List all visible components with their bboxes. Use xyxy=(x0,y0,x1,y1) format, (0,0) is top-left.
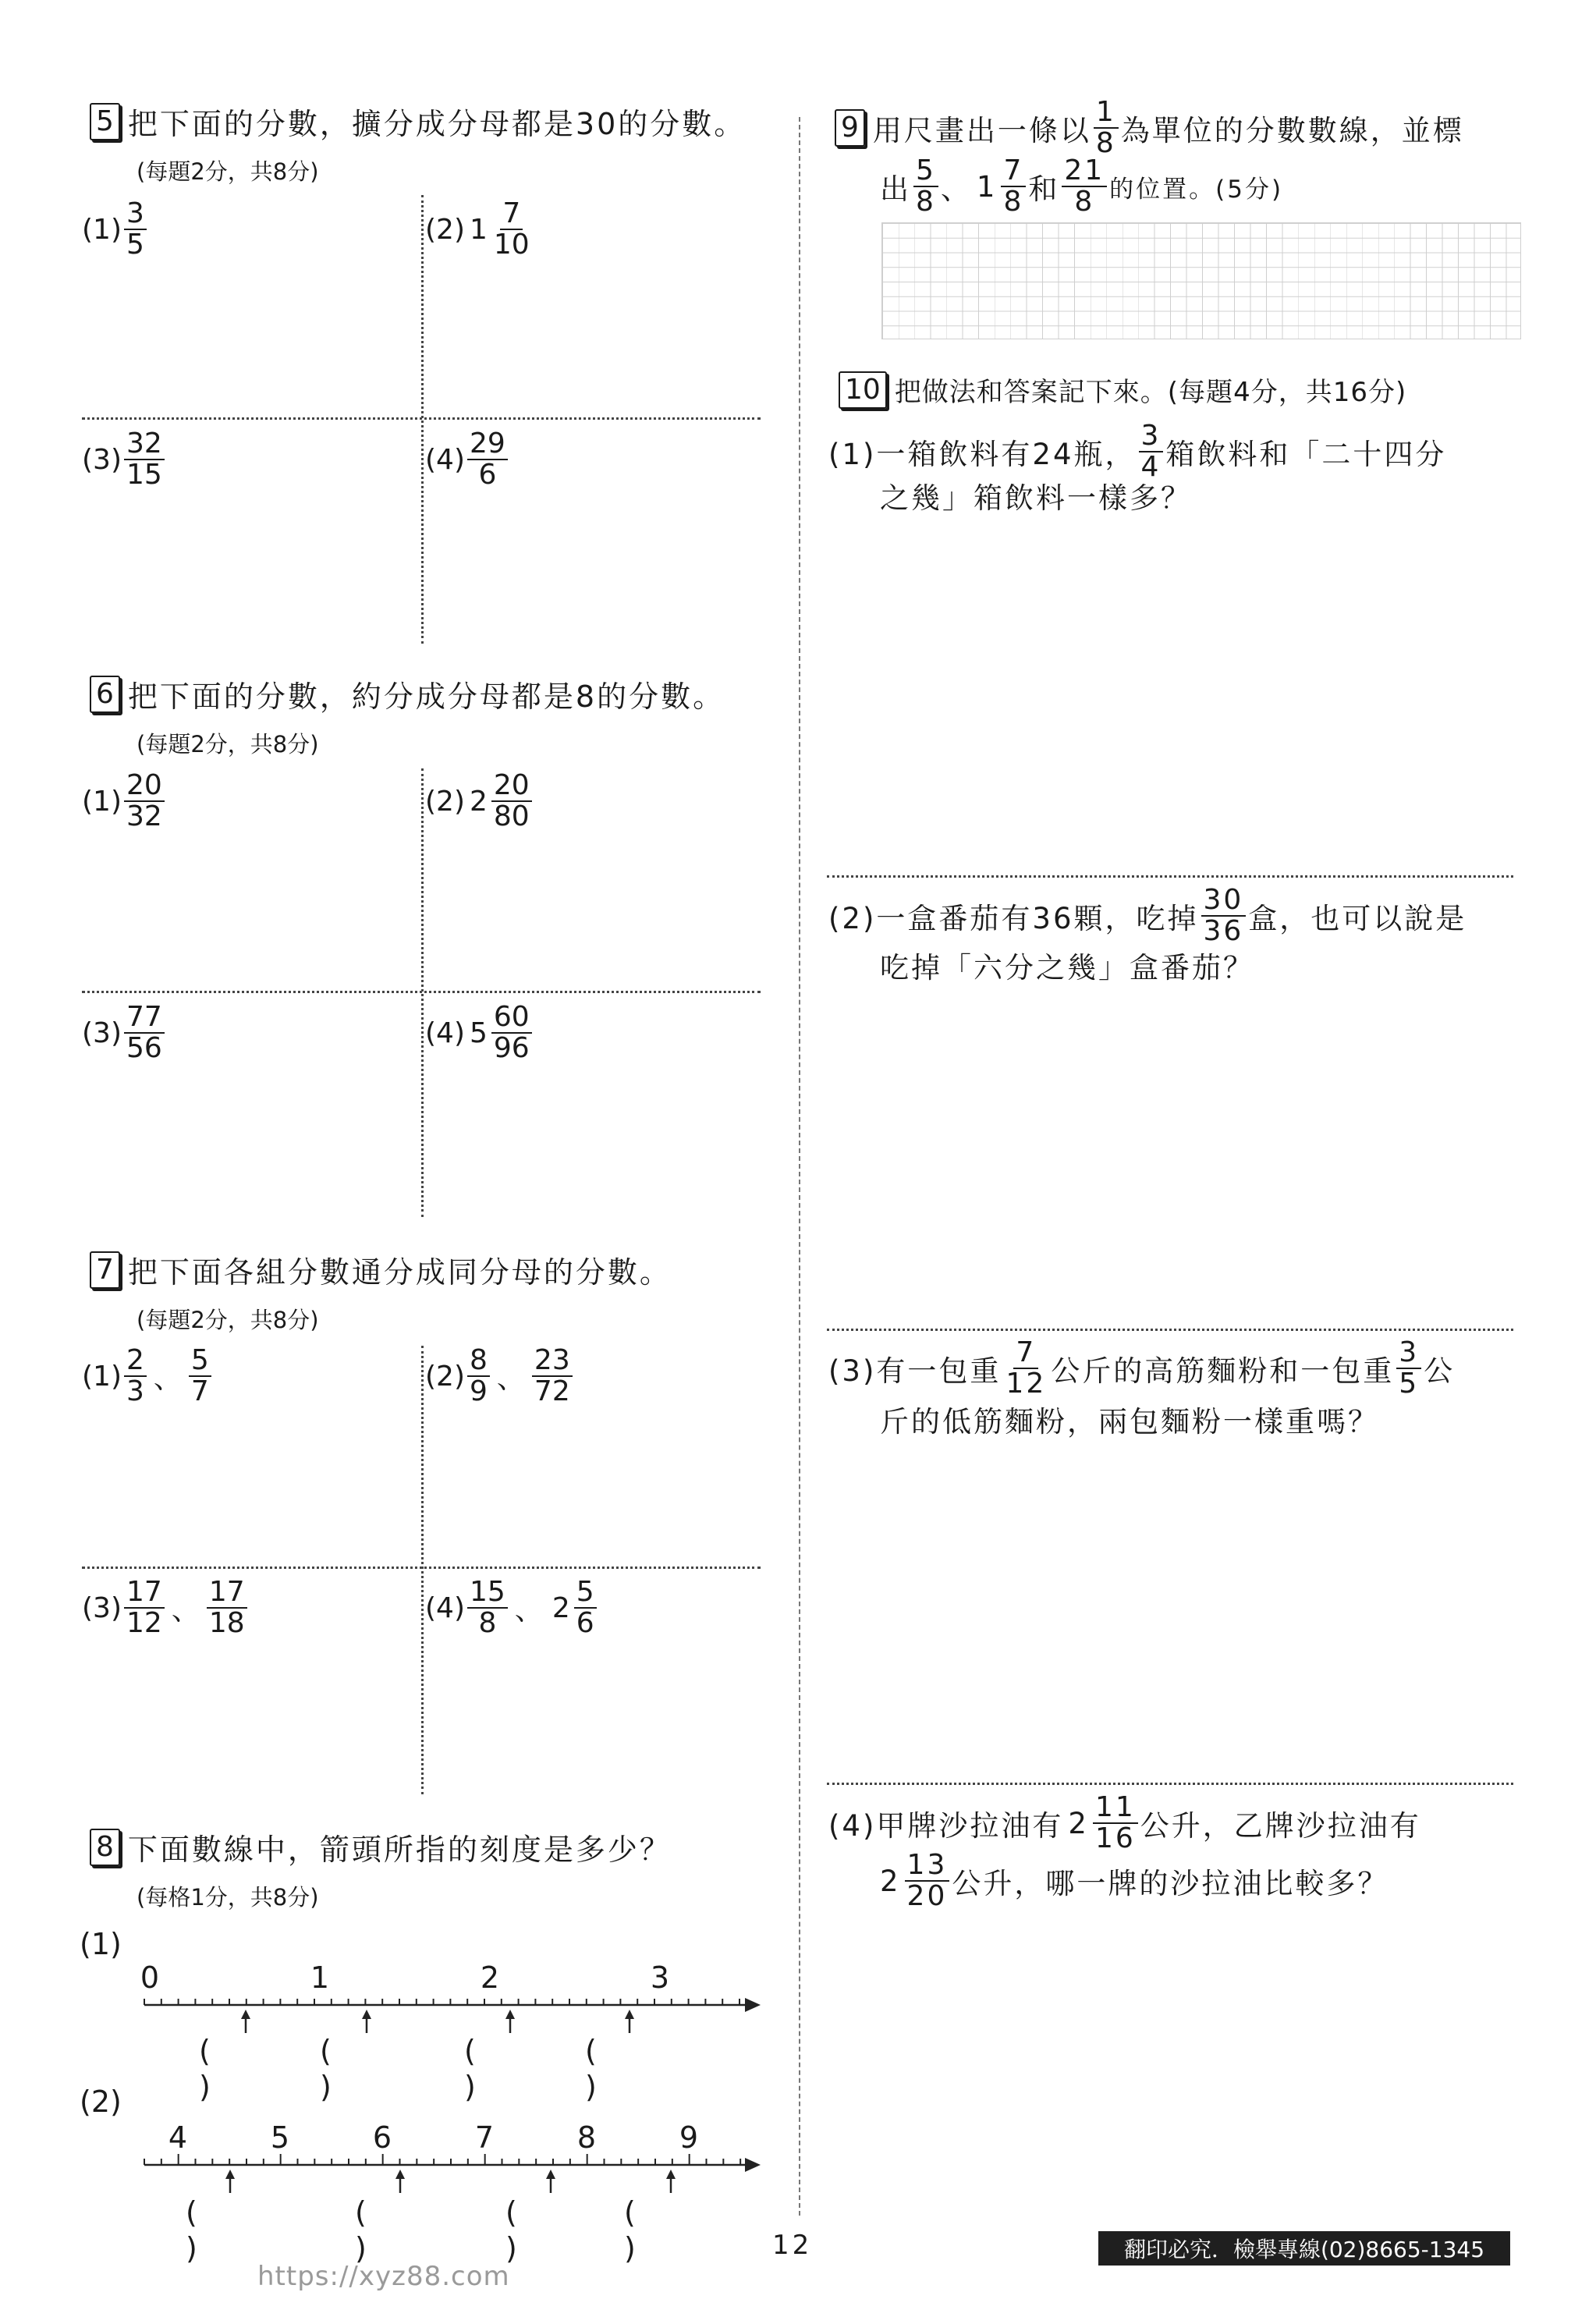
q9-line-2 xyxy=(880,156,1283,217)
whole-number: 5 xyxy=(470,1017,488,1049)
fraction: $\frac{17}{18}$ xyxy=(207,1577,247,1638)
pointer-arrowhead xyxy=(505,2010,515,2019)
answer-blank[interactable]: ( ) xyxy=(505,2195,556,2266)
fraction: $\frac{30}{36}$ xyxy=(1201,885,1247,946)
item-label: (1) xyxy=(82,1360,122,1393)
problem-text: 盒，也可以說是 xyxy=(1248,902,1467,935)
answer-blank[interactable]: ( ) xyxy=(624,2195,675,2266)
fraction: $\frac{20}{32}$ xyxy=(124,771,165,832)
q10-number: 10 xyxy=(839,371,887,409)
q8-heading xyxy=(90,1826,672,1868)
tick-label: 8 xyxy=(576,2120,597,2155)
pointer-arrowhead xyxy=(241,2010,250,2019)
q10-divider-3 xyxy=(827,1783,1513,1785)
q9-drawing-grid[interactable] xyxy=(881,222,1521,339)
q7-title: 把下面各組分數通分成同分母的分數。 xyxy=(127,1255,672,1290)
tick-label: 0 xyxy=(140,1960,160,1995)
q7-item-1 xyxy=(82,1346,214,1407)
tick-label: 4 xyxy=(168,2120,188,2155)
fraction: $\frac{29}{6}$ xyxy=(467,429,508,490)
q9-text: 用尺畫出一條以 xyxy=(872,114,1091,147)
q6-number: 6 xyxy=(90,676,120,713)
number-line-1-label: (1) xyxy=(80,1927,122,1961)
problem-text: 公升，哪一牌的沙拉油比較多？ xyxy=(952,1867,1389,1900)
q6-title: 把下面的分數，約分成分母都是8的分數。 xyxy=(127,679,725,714)
problem-text: 公斤的高筋麵粉和一包重 xyxy=(1051,1354,1395,1388)
pointer-arrowhead xyxy=(666,2170,676,2179)
tick-label: 9 xyxy=(679,2120,699,2155)
q9-text: 出 xyxy=(880,172,911,206)
fraction: $\frac{7}{8}$ xyxy=(1001,156,1026,217)
q6-score: (每題2分，共8分) xyxy=(137,731,319,758)
fraction: $\frac{3}{5}$ xyxy=(124,199,147,260)
q6-item-1 xyxy=(82,771,167,832)
q7-heading xyxy=(90,1248,672,1291)
pointer-arrowhead xyxy=(362,2010,371,2019)
whole-number: 1 xyxy=(976,169,998,204)
fraction: $\frac{3}{4}$ xyxy=(1139,421,1164,482)
answer-blank[interactable]: ( ) xyxy=(186,2195,236,2266)
problem-text: (3)有一包重 xyxy=(828,1354,1002,1388)
axis-arrowhead xyxy=(745,1998,761,2012)
q7-number: 7 xyxy=(90,1251,120,1289)
item-label: (3) xyxy=(82,1591,122,1624)
answer-blank[interactable]: ( ) xyxy=(320,2034,371,2104)
fraction: $\frac{77}{56}$ xyxy=(124,1002,165,1063)
item-label: (3) xyxy=(82,1017,122,1049)
q7-score: (每題2分，共8分) xyxy=(137,1307,319,1333)
q6-item-3 xyxy=(82,1002,167,1063)
q10-p4-line-2 xyxy=(875,1850,1389,1911)
q5-item-4 xyxy=(425,429,510,490)
whole-number: 2 xyxy=(470,785,488,818)
q5-number: 5 xyxy=(90,103,120,140)
column-divider xyxy=(799,117,800,2216)
q7-item-2 xyxy=(425,1346,575,1407)
q5-col-divider xyxy=(421,195,424,644)
tick-label: 5 xyxy=(270,2120,290,2155)
separator: 、 xyxy=(171,1594,200,1627)
fraction: $\frac{21}{8}$ xyxy=(1062,156,1107,217)
q10-p3-line-2 xyxy=(880,1398,1379,1440)
fraction: $\frac{8}{9}$ xyxy=(467,1346,490,1407)
q5-item-3 xyxy=(82,429,167,490)
problem-text: (2)一盒番茄有36顆，吃掉 xyxy=(828,902,1199,935)
q10-p2-line-2 xyxy=(880,944,1254,986)
q7-col-divider xyxy=(421,1346,424,1794)
tick-label: 6 xyxy=(372,2120,392,2155)
whole-number: 2 xyxy=(880,1864,901,1898)
pointer-arrowhead xyxy=(625,2010,634,2019)
item-label: (4) xyxy=(425,1017,465,1049)
pointer-arrowhead xyxy=(546,2170,555,2179)
fraction: $\frac{23}{72}$ xyxy=(532,1346,573,1407)
q10-title: 把做法和答案記下來。(每題4分，共16分) xyxy=(894,377,1407,408)
answer-blank[interactable]: ( ) xyxy=(464,2034,515,2104)
q9-text: 的位置。(5分) xyxy=(1109,175,1284,204)
problem-text: 公升，乙牌沙拉油有 xyxy=(1140,1809,1421,1843)
item-label: (1) xyxy=(82,213,122,246)
separator: 、 xyxy=(496,1362,525,1395)
separator: 、 xyxy=(153,1362,182,1395)
q5-score: (每題2分，共8分) xyxy=(137,158,319,185)
whole-number: 1 xyxy=(470,213,488,246)
q8-score: (每格1分，共8分) xyxy=(137,1884,319,1911)
fraction: $\frac{3}{5}$ xyxy=(1396,1338,1421,1399)
separator: 、 xyxy=(514,1594,543,1627)
tick-label: 3 xyxy=(650,1960,670,1995)
number-line-2-label: (2) xyxy=(80,2085,122,2119)
item-label: (2) xyxy=(425,213,465,246)
problem-text: 之幾」箱飲料一樣多？ xyxy=(880,481,1192,515)
fraction: $\frac{60}{96}$ xyxy=(491,1002,532,1063)
separator: 、 xyxy=(940,172,972,206)
q8-title: 下面數線中，箭頭所指的刻度是多少？ xyxy=(127,1833,672,1867)
fraction: $\frac{15}{8}$ xyxy=(467,1577,508,1638)
pointer-arrowhead xyxy=(225,2170,235,2179)
tick-label: 7 xyxy=(474,2120,495,2155)
page-number: 12 xyxy=(772,2230,813,2261)
q6-heading xyxy=(90,672,725,715)
q10-divider-2 xyxy=(827,1329,1513,1331)
q7-item-4 xyxy=(425,1577,599,1638)
tick-label: 1 xyxy=(310,1960,330,1995)
copyright-bar: 翻印必究．檢舉專線(02)8665-1345 xyxy=(1098,2231,1510,2266)
q5-item-1 xyxy=(82,199,149,260)
watermark-url: https://xyz88.com xyxy=(257,2261,510,2292)
item-label: (4) xyxy=(425,1591,465,1624)
q10-p1-line-2 xyxy=(880,474,1192,516)
item-label: (1) xyxy=(82,785,122,818)
q10-p4-line-1 xyxy=(828,1793,1421,1854)
answer-blank[interactable]: ( ) xyxy=(199,2034,250,2104)
problem-text: 公 xyxy=(1424,1354,1456,1388)
q10-p1-line-1 xyxy=(828,421,1446,482)
q10-p2-line-1 xyxy=(828,885,1467,946)
q9-text: 和 xyxy=(1028,172,1060,206)
answer-blank[interactable]: ( ) xyxy=(355,2195,406,2266)
fraction: $\frac{32}{15}$ xyxy=(124,429,165,490)
number-line-2 xyxy=(133,2110,772,2196)
q10-p3-line-1 xyxy=(828,1338,1455,1399)
item-label: (3) xyxy=(82,443,122,476)
fraction: $\frac{7}{10}$ xyxy=(493,197,530,261)
q9-text: 為單位的分數數線，並標 xyxy=(1120,114,1464,147)
fraction: $\frac{2}{3}$ xyxy=(124,1346,147,1407)
problem-text: 箱飲料和「二十四分 xyxy=(1165,438,1447,471)
q6-item-4 xyxy=(425,1002,534,1063)
item-label: (4) xyxy=(425,443,465,476)
axis-arrowhead xyxy=(745,2158,761,2172)
q5-item-2 xyxy=(425,199,534,260)
fraction: $\frac{5}{6}$ xyxy=(574,1577,597,1638)
fraction: $\frac{5}{8}$ xyxy=(913,156,938,217)
q10-divider-1 xyxy=(827,875,1513,878)
number-line-1 xyxy=(133,1950,772,2036)
q7-item-3 xyxy=(82,1577,250,1638)
pointer-arrowhead xyxy=(395,2170,405,2179)
q9-line-1 xyxy=(835,98,1464,158)
answer-blank[interactable]: ( ) xyxy=(585,2034,636,2104)
fraction: $\frac{17}{12}$ xyxy=(124,1577,165,1638)
problem-text: (4)甲牌沙拉油有 xyxy=(828,1809,1064,1843)
item-label: (2) xyxy=(425,1360,465,1393)
fraction: $\frac{20}{80}$ xyxy=(491,771,532,832)
q6-col-divider xyxy=(421,768,424,1217)
problem-text: (1)一箱飲料有24瓶， xyxy=(828,438,1137,471)
item-label: (2) xyxy=(425,785,465,818)
fraction: $\frac{7}{12}$ xyxy=(1005,1336,1047,1400)
q8-number: 8 xyxy=(90,1829,120,1866)
q9-number: 9 xyxy=(835,109,865,147)
problem-text: 斤的低筋麵粉，兩包麵粉一樣重嗎？ xyxy=(880,1405,1379,1439)
q6-item-2 xyxy=(425,771,534,832)
tick-label: 2 xyxy=(480,1960,500,1995)
fraction: $\frac{13}{20}$ xyxy=(905,1850,950,1911)
q5-heading xyxy=(90,100,746,143)
q10-heading xyxy=(839,371,1406,409)
fraction: $\frac{11}{16}$ xyxy=(1093,1793,1138,1854)
whole-number: 2 xyxy=(1068,1806,1089,1840)
problem-text: 吃掉「六分之幾」盒番茄？ xyxy=(880,951,1254,985)
q5-title: 把下面的分數，擴分成分母都是30的分數。 xyxy=(127,107,747,141)
fraction: $\frac{5}{7}$ xyxy=(189,1346,211,1407)
fraction: $\frac{1}{8}$ xyxy=(1094,98,1119,158)
whole-number: 2 xyxy=(552,1591,570,1624)
